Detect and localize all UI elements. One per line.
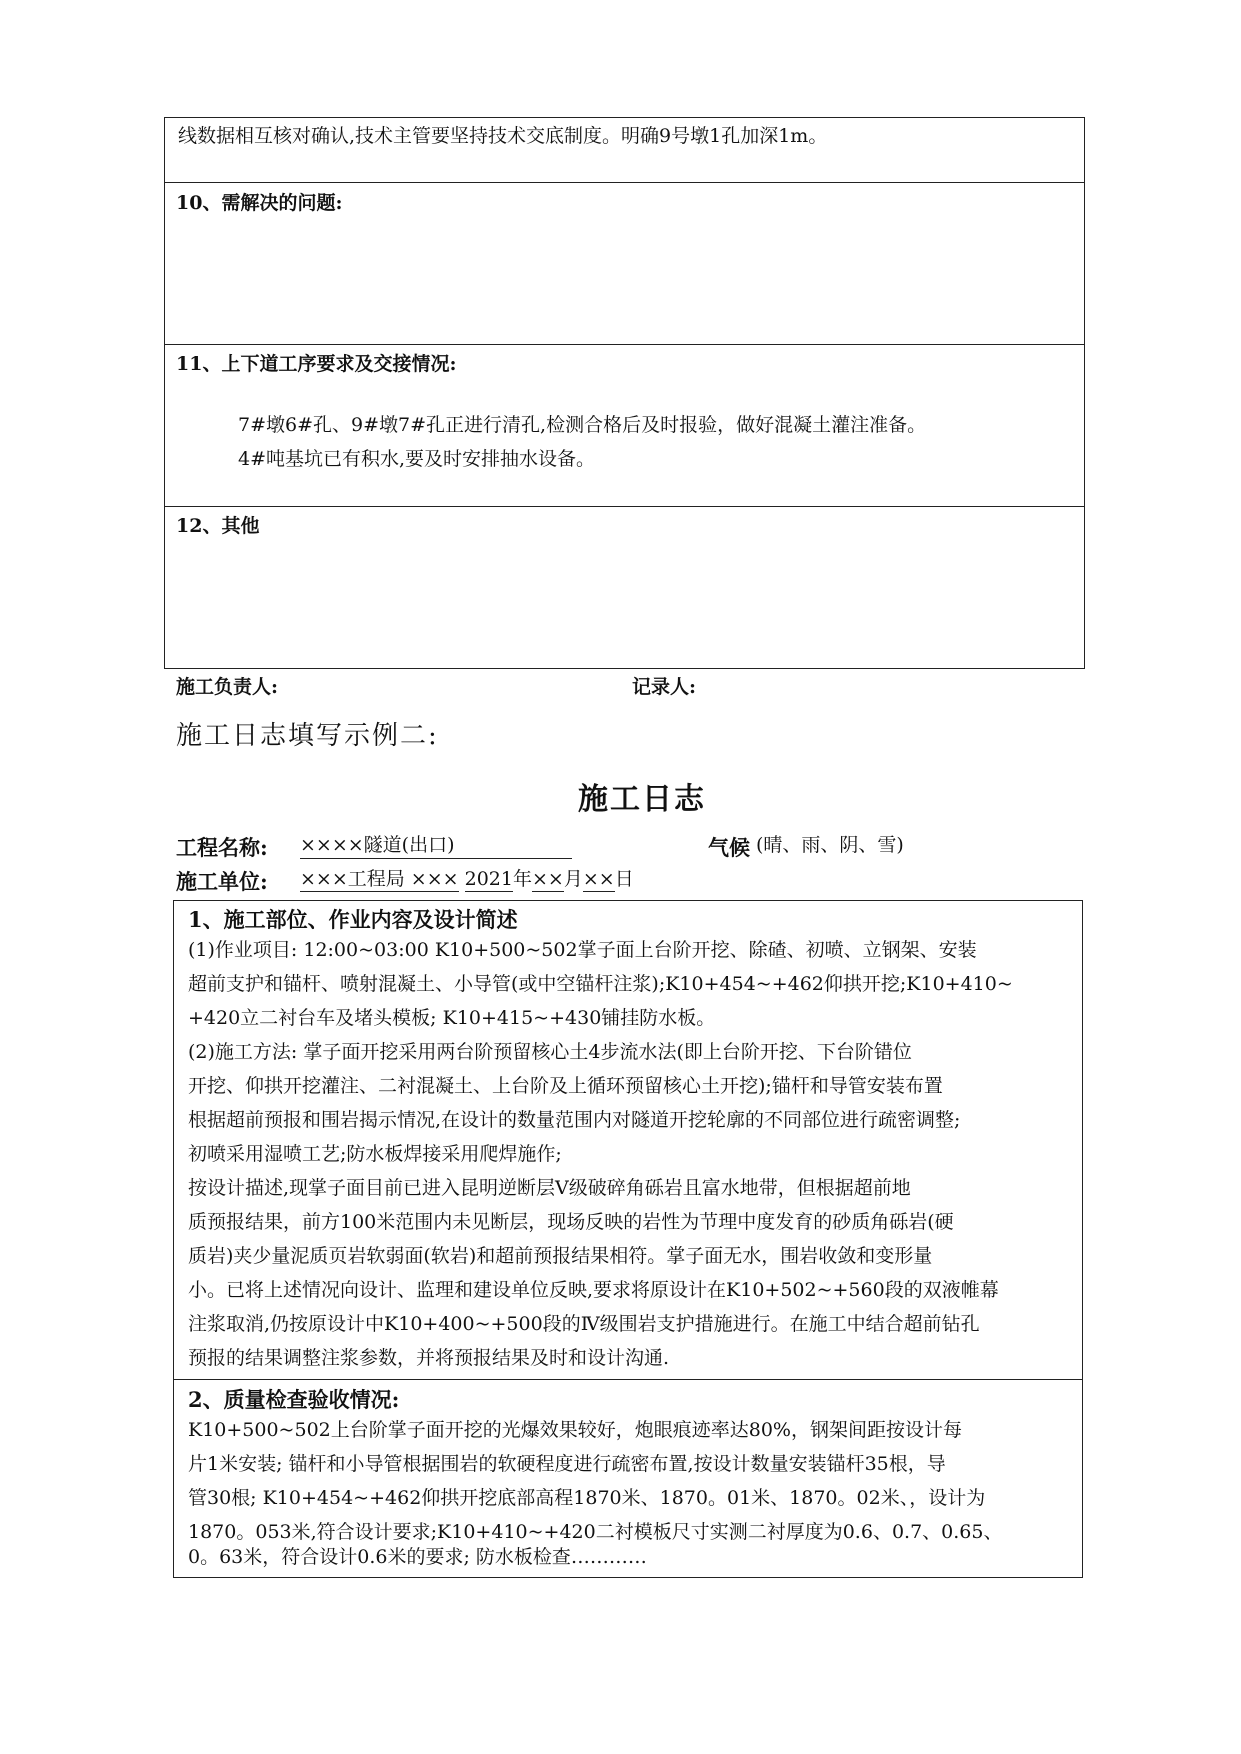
- log-title: 施工日志: [578, 782, 706, 817]
- section-1-line: 质岩)夹少量泥质页岩软弱面(软岩)和超前预报结果相符。掌子面无水，围岩收敛和变形量: [188, 1245, 933, 1267]
- section-1-line: (2)施工方法: 掌子面开挖采用两台阶预留核心土4步流水法(即上台阶开挖、下台阶错位: [188, 1041, 912, 1063]
- section-2-line: 1870。053米,符合设计要求;K10+410~+420二衬模板尺寸实测二衬厚度为0.6、0.7、0.65、: [188, 1521, 1003, 1543]
- section-1-line: 开挖、仰拱开挖灌注、二衬混凝土、上台阶及上循环预留核心土开挖);锚杆和导管安装布置: [188, 1075, 943, 1097]
- project-name-label: 工程名称:: [176, 835, 268, 860]
- construction-unit-label: 施工单位:: [176, 869, 268, 894]
- construction-unit-date: [300, 867, 634, 891]
- section-1-line: 预报的结果调整注浆参数，并将预报结果及时和设计沟通.: [188, 1347, 670, 1369]
- day-char: 日: [614, 868, 634, 890]
- section-1-line: (1)作业项目: 12:00~03:00 K10+500~502掌子面上台阶开挖、除碴、初喷、立钢架、安装: [188, 939, 977, 961]
- weather-value: (晴、雨、阴、雪): [756, 834, 904, 856]
- section-11-title: 11、上下道工序要求及交接情况:: [176, 353, 457, 375]
- section-1-title: 1、施工部位、作业内容及设计简述: [188, 907, 518, 932]
- section-2-line: 管30根; K10+454~+462仰拱开挖底部高程1870米、1870。01米、1870。02米、，设计为: [188, 1487, 986, 1509]
- section-2-title: 2、质量检查验收情况:: [188, 1387, 400, 1412]
- section-2-line: 片1米安装; 锚杆和小导管根据围岩的软硬程度进行疏密布置,按设计数量安装锚杆35根，导: [188, 1453, 946, 1475]
- section-2-line: 0。63米，符合设计0.6米的要求; 防水板检查…………: [188, 1546, 647, 1568]
- section-1-line: 质预报结果，前方100米范围内未见断层，现场反映的岩性为节理中度发育的砂质角砾岩(硬: [188, 1211, 954, 1233]
- construction-unit-value: ×××工程局 ×××: [300, 868, 459, 890]
- section-1-line: 小。已将上述情况向设计、监理和建设单位反映,要求将原设计在K10+502~+560段的双液帷幕: [188, 1279, 999, 1301]
- section-1-line: +420立二衬台车及堵头模板; K10+415~+430铺挂防水板。: [188, 1007, 716, 1029]
- recorder-label: 记录人:: [632, 676, 697, 698]
- section-1-line: 根据超前预报和围岩揭示情况,在设计的数量范围内对隧道开挖轮廓的不同部位进行疏密调整;: [188, 1109, 961, 1131]
- log-row-divider: [173, 1379, 1083, 1380]
- section-1-line: 超前支护和锚杆、喷射混凝土、小导管(或中空锚杆注浆);K10+454~+462仰拱开挖;K10+410~: [188, 973, 1013, 995]
- row-divider-1: [164, 182, 1085, 183]
- section-11-line-2: 4#吨基坑已有积水,要及时安排抽水设备。: [238, 448, 596, 470]
- log-day: ××: [582, 868, 615, 890]
- row-divider-2: [164, 344, 1085, 345]
- project-name-value: [300, 833, 572, 859]
- month-char: 月: [563, 868, 583, 890]
- section-2-line: K10+500~502上台阶掌子面开挖的光爆效果较好，炮眼痕迹率达80%，钢架间距按设计每: [188, 1419, 962, 1441]
- row-divider-3: [164, 506, 1085, 507]
- log-month: ××: [531, 868, 564, 890]
- log-year: 2021: [464, 868, 513, 890]
- section-12-title: 12、其他: [176, 515, 260, 537]
- section-1-line: 注浆取消,仍按原设计中K10+400~+500段的Ⅳ级围岩支护措施进行。在施工中结合超前钻孔: [188, 1313, 980, 1335]
- project-name-text: ××××隧道(出口): [300, 834, 455, 856]
- section-10-title: 10、需解决的问题:: [176, 192, 343, 214]
- continuation-text: 线数据相互核对确认,技术主管要坚持技术交底制度。明确9号墩1孔加深1m。: [178, 125, 828, 147]
- section-1-line: 初喷采用湿喷工艺;防水板焊接采用爬焊施作;: [188, 1143, 562, 1165]
- example-heading: 施工日志填写示例二:: [176, 721, 439, 751]
- weather-label: 气候: [708, 835, 750, 860]
- section-11-line-1: 7#墩6#孔、9#墩7#孔正进行清孔,检测合格后及时报验，做好混凝土灌注准备。: [238, 414, 927, 436]
- construction-leader-label: 施工负责人:: [176, 676, 279, 698]
- year-char: 年: [512, 868, 532, 890]
- section-1-line: 按设计描述,现掌子面目前已进入昆明逆断层Ⅴ级破碎角砾岩且富水地带，但根据超前地: [188, 1177, 911, 1199]
